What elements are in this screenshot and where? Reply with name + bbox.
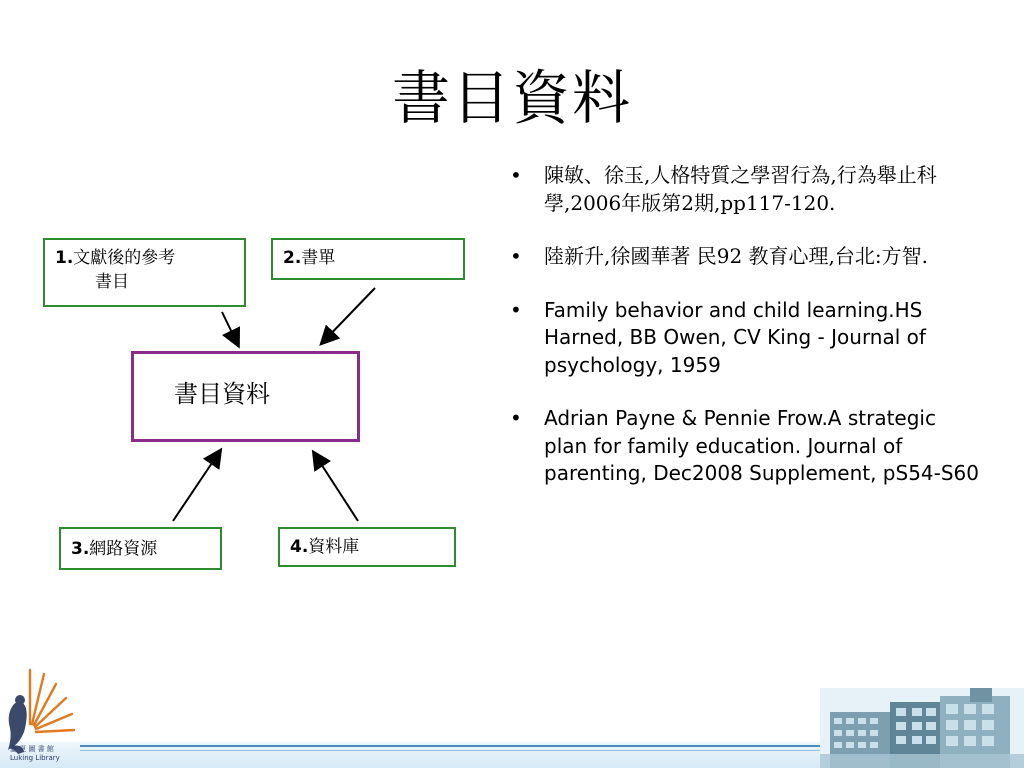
source-box-3 bbox=[59, 527, 222, 570]
box2-number: 2. bbox=[283, 248, 302, 268]
box1-label-line1: 文獻後的參考 bbox=[73, 248, 176, 268]
logo-name-english: Luking Library bbox=[10, 754, 60, 762]
reference-item bbox=[510, 243, 980, 271]
reference-text: 陳敏、徐玉,人格特質之學習行為,行為舉止科學,2006年版第2期,pp117-120. bbox=[544, 163, 937, 215]
library-building-image bbox=[820, 688, 1024, 768]
arrow-box1-to-center bbox=[222, 312, 238, 345]
reference-text: Adrian Payne & Pennie Frow.A strategic plan for family education. Journal of parenting, Dec2008 Supplement, pS54-S60 bbox=[544, 406, 979, 485]
bullet-dot: • bbox=[510, 406, 522, 430]
logo-name-chinese: 蘆 夏 圖 書 館 bbox=[10, 745, 54, 753]
reference-text: 陸新升,徐國華著 民92 教育心理,台北:方智. bbox=[544, 244, 928, 268]
center-box bbox=[131, 351, 360, 442]
source-box-2 bbox=[271, 238, 465, 280]
logo-caption bbox=[10, 745, 60, 763]
box1-label-line2: 書目 bbox=[95, 272, 129, 292]
box4-number: 4. bbox=[290, 537, 309, 557]
arrow-box2-to-center bbox=[322, 288, 375, 343]
arrow-box4-to-center bbox=[314, 453, 358, 521]
box2-label: 書單 bbox=[301, 248, 336, 268]
source-box-1 bbox=[43, 238, 246, 307]
box3-number: 3. bbox=[71, 539, 90, 559]
arrow-box3-to-center bbox=[173, 451, 220, 521]
reference-item bbox=[510, 162, 980, 217]
bullet-dot: • bbox=[510, 297, 522, 322]
bullet-dot: • bbox=[510, 244, 522, 268]
reference-list bbox=[510, 162, 980, 514]
center-box-label: 書目資料 bbox=[174, 380, 270, 408]
box4-label: 資料庫 bbox=[308, 537, 360, 557]
box3-label: 網路資源 bbox=[89, 539, 158, 559]
slide-title: 書目資料 bbox=[391, 64, 632, 132]
source-box-4 bbox=[278, 527, 456, 567]
box1-number: 1. bbox=[55, 248, 74, 268]
reference-item bbox=[510, 405, 980, 488]
reference-item bbox=[510, 297, 980, 380]
reference-text: Family behavior and child learning.HS Harned, BB Owen, CV King - Journal of psychology, 1959 bbox=[544, 297, 926, 377]
bullet-dot: • bbox=[510, 163, 522, 187]
